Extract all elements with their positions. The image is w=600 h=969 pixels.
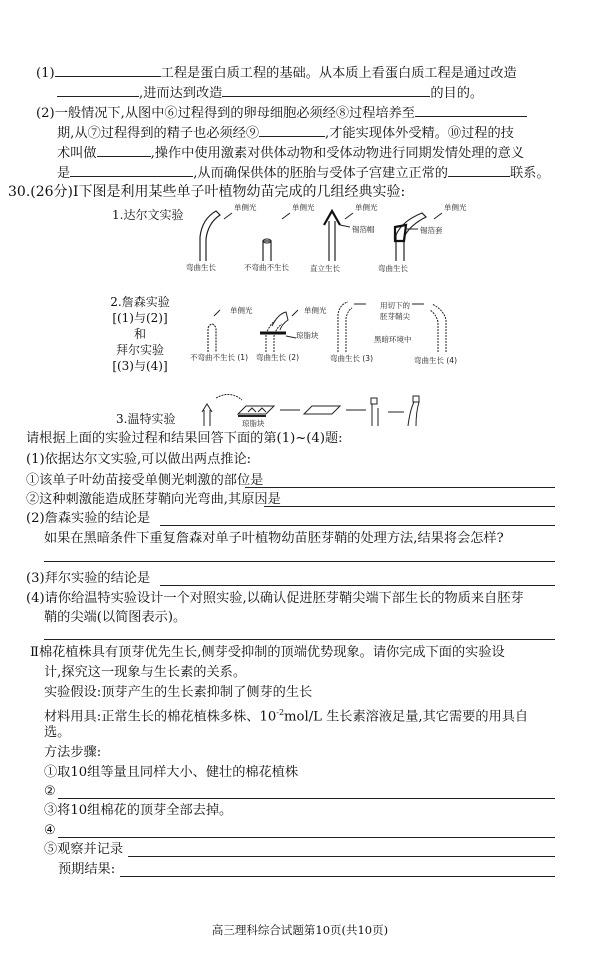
transfer-arrow: [216, 394, 242, 400]
q29-part2-line1: [36, 102, 527, 120]
q30-q1b: ②这种刺激能造成胚芽鞘向光弯曲,其原因是: [26, 492, 281, 507]
part2-hypothesis: 实验假设:顶芽产生的生长素抑制了侧芽的生长: [44, 685, 313, 700]
agar-cube: [371, 398, 377, 404]
seedling-bent: [396, 213, 426, 261]
exp2-dark-label: 黑暗环境中: [374, 335, 412, 344]
exp2-label-line: 拜尔实验: [115, 343, 164, 357]
q30-q2-follow: 如果在黑暗条件下重复詹森对单子叶植物幼苗胚芽鞘的处理方法,结果将会怎样?: [44, 531, 504, 546]
exp2-cover-2: 琼脂块: [296, 331, 319, 340]
light-arrow: [345, 213, 353, 219]
exp3-agar-label: 琼脂块: [242, 419, 265, 428]
seedling-bent: [266, 320, 282, 352]
exp1-light-2: 单侧光: [292, 203, 315, 212]
decapitated-seedling: [372, 404, 378, 426]
answer-blank[interactable]: [57, 82, 139, 97]
agar-block-with-tips: [238, 406, 274, 414]
seedling-bent: [200, 211, 220, 261]
q29-part2-text: ,才能实现体外受精。⑩过程的技: [325, 126, 514, 141]
q29-part2-text: 联系。: [509, 166, 550, 181]
exp2-note-line: 胚芽鞘尖: [380, 312, 410, 321]
q29-part1-label: (1): [36, 66, 55, 81]
q29-part2-text: ,操作中使用激素对供体动物和受体动物进行同期发情处理的意义: [150, 146, 525, 161]
exp2-result-3: 弯曲生长 (3): [330, 354, 374, 363]
answer-blank[interactable]: [58, 797, 555, 799]
part2-step2: ②: [44, 784, 56, 799]
part2-materials: [44, 704, 529, 725]
answer-blank[interactable]: [70, 162, 193, 177]
q30-q1: (1)依据达尔文实验,可以做出两点推论:: [26, 452, 252, 467]
exp2-result-1: 不弯曲不生长 (1): [190, 353, 249, 362]
q29-part2-text: 期,从⑦过程得到的精子也必须经⑨: [57, 126, 260, 141]
materials-exponent: -2: [276, 708, 285, 717]
exp3-label: 3.温特实验: [116, 412, 176, 426]
exp1-label: 1.达尔文实验: [112, 208, 184, 222]
q29-part1-text: ,进而达到改造: [139, 86, 223, 101]
part2-materials-end: 选。: [44, 725, 71, 740]
part2-step4: ④: [44, 823, 56, 838]
tip: [272, 312, 288, 330]
exp2-label-line: [(3)与(4)]: [112, 359, 168, 373]
part2-line2: 计,探究这一现象与生长素的关系。: [44, 665, 247, 680]
exp1-result-2: 不弯曲不生长: [244, 263, 289, 272]
exp1-light-3: 单侧光: [355, 203, 378, 212]
pointer-line: [340, 225, 350, 227]
q29-part1-text: 工程是蛋白质工程的基础。从本质上看蛋白质工程是通过改造: [160, 66, 517, 81]
answer-blank[interactable]: [44, 560, 555, 562]
exp1-cover-3: 锡箔帽: [352, 225, 375, 234]
exp1-light-1: 单侧光: [234, 203, 257, 212]
q30-header: 30.(26分)Ⅰ下图是利用某些单子叶植物幼苗完成的几组经典实验:: [8, 184, 406, 200]
answer-blank[interactable]: [222, 82, 430, 97]
q30-q2: (2)詹森实验的结论是: [26, 511, 151, 526]
part2-step1: ①取10组等量且同样大小、健壮的棉花植株: [44, 765, 299, 780]
answer-blank[interactable]: [160, 584, 555, 586]
exp2-note: [370, 300, 420, 322]
q29-part1-text: 的目的。: [430, 86, 484, 101]
exp2-result-4: 弯曲生长 (4): [414, 356, 458, 365]
q30-q3: (3)拜尔实验的结论是: [26, 571, 151, 586]
part2-step5: ⑤观察并记录: [44, 842, 124, 857]
light-arrow: [214, 310, 220, 316]
exp1-result-1: 弯曲生长: [186, 263, 216, 272]
q30-q4-line1: (4)请你给温特实验设计一个对照实验,以确认促进胚芽鞘尖端下部生长的物质来自胚芽: [26, 591, 524, 606]
light-arrow: [224, 213, 232, 219]
part2-line1: Ⅱ棉花植株具有顶芽优先生长,侧芽受抑制的顶端优势现象。请你完成下面的实验设: [30, 645, 505, 660]
answer-blank[interactable]: [415, 102, 527, 117]
exp2-light-1: 单侧光: [230, 306, 253, 315]
exp1-cover-4: 锡箔套: [420, 226, 443, 235]
exp2-result-2: 弯曲生长 (2): [256, 353, 300, 362]
q29-part2-text: 一般情况下,从图中⑥过程得到的卵母细胞必须经⑧过程培养至: [54, 106, 415, 121]
answer-blank[interactable]: [44, 638, 555, 640]
q30-q4-line2: 鞘的尖端(以简图表示)。: [44, 610, 187, 625]
seedling-tip: [202, 404, 212, 426]
q29-part2-line3: [57, 142, 524, 160]
answer-blank[interactable]: [259, 122, 325, 137]
answer-blank[interactable]: [128, 855, 555, 857]
exp3-diagram: [196, 390, 436, 430]
exp1-light-4: 单侧光: [444, 203, 467, 212]
part2-steps-title: 方法步骤:: [44, 745, 102, 760]
bent-seedling: [408, 402, 419, 426]
light-arrow: [292, 310, 298, 316]
answer-blank[interactable]: [97, 142, 151, 157]
answer-blank[interactable]: [448, 162, 510, 177]
answer-blank[interactable]: [120, 875, 555, 877]
exp2-label-line: 2.詹森实验: [110, 295, 170, 309]
foil-cap: [324, 211, 340, 225]
answer-blank[interactable]: [55, 62, 161, 77]
exp2-note-line: 用切下的: [380, 301, 410, 310]
exp2-label: [100, 294, 180, 374]
seedling-straight: [329, 221, 335, 261]
pointer-line: [286, 336, 296, 338]
q29-part1-line2: [57, 82, 483, 100]
exp2-label-line: [(1)与(2)]: [112, 311, 168, 325]
answer-blank[interactable]: [264, 505, 555, 507]
light-arrow: [282, 213, 290, 219]
answer-blank[interactable]: [160, 524, 555, 526]
exp1-result-4: 弯曲生长: [378, 264, 408, 273]
tips-on-agar: [248, 408, 266, 412]
seedling-cut: [208, 324, 216, 352]
agar-cube: [413, 396, 419, 402]
answer-blank[interactable]: [58, 836, 555, 838]
q29-part1-line1: [36, 62, 517, 80]
exp2-label-line: 和: [133, 327, 146, 341]
q29-part2-text: 术叫做: [57, 146, 97, 161]
q29-part2-text: ,从而确保供体的胚胎与受体子宫建立正常的: [193, 166, 448, 181]
exp1-diagram: [190, 205, 470, 270]
light-arrow: [434, 213, 442, 219]
page-footer: 高三理科综合试题第10页(共10页): [211, 923, 389, 937]
exp1-result-3: 直立生长: [310, 264, 340, 273]
answer-blank[interactable]: [245, 486, 555, 488]
agar-block: [304, 406, 340, 414]
seedling-cut: [263, 241, 271, 261]
seedling-bent: [430, 304, 446, 352]
materials-text: mol/L 生长素溶液足量,其它需要的用具自: [284, 709, 529, 725]
q30-q1a: ①该单子叶幼苗接受单侧光刺激的部位是: [26, 473, 264, 488]
materials-text: 材料用具:正常生长的棉花植株多株、10: [44, 709, 277, 725]
seedling-bent: [338, 302, 352, 352]
part2-step3: ③将10组棉花的顶芽全部去掉。: [44, 803, 233, 818]
part2-expected: 预期结果:: [58, 862, 116, 877]
q29-part2-text: 是: [57, 166, 71, 181]
q30-intro: 请根据上面的实验过程和结果回答下面的第(1)~(4)题:: [26, 431, 343, 446]
exp2-light-2: 单侧光: [304, 306, 327, 315]
q29-part2-label: (2): [36, 106, 55, 121]
q29-part2-line2: [57, 122, 514, 140]
q29-part2-line4: [57, 162, 550, 180]
